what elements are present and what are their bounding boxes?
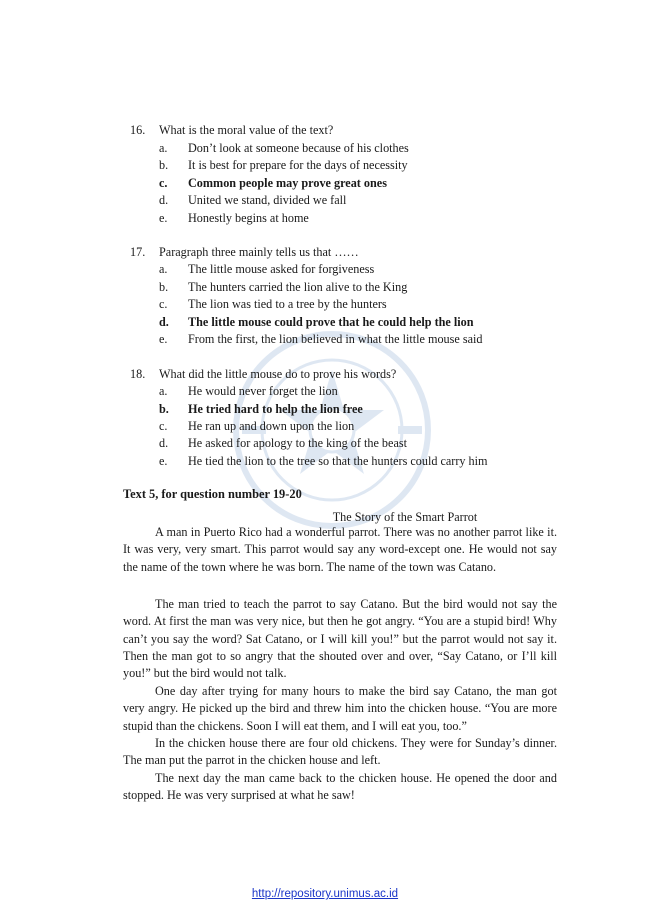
story-paragraph: One day after trying for many hours to make the bird say Catano, the man got very angry. He picked up the bird and threw him into the chicken house. “You are more stupid than the chickens. Soon I will eat them, and I will eat you, too.” [123,684,557,733]
option-text-answer: Common people may prove great ones [188,176,387,190]
option-letter: b. [159,402,169,416]
option-text: He would never forget the lion [188,384,338,398]
option-text: United we stand, divided we fall [188,193,347,207]
story-paragraph: The next day the man came back to the chicken house. He opened the door and stopped. He was very surprised at what he saw! [123,771,557,803]
option-letter: a. [159,384,168,398]
option-text: He asked for apology to the king of the beast [188,436,407,450]
question-stem: What did the little mouse do to prove his words? [159,367,397,381]
option-text: He ran up and down upon the lion [188,419,355,433]
option-text: The lion was tied to a tree by the hunters [188,297,387,311]
question-stem: Paragraph three mainly tells us that …… [159,245,359,259]
story-paragraph: In the chicken house there are four old chickens. They were for Sunday’s dinner. The man put the parrot in the chicken house and left. [123,736,557,768]
question-number: 17. [130,245,146,259]
option-letter: e. [159,332,168,346]
story-title: The Story of the Smart Parrot [332,510,478,524]
story-paragraph: A man in Puerto Rico had a wonderful parrot. There was no another parrot like it. It was very, very smart. This parrot would say any word-except one. He would not say the name of the town where he was born. The name of the town was Catano. [123,525,557,574]
repository-link[interactable]: http://repository.unimus.ac.id [251,888,399,900]
option-letter: d. [159,315,169,329]
option-text: Honestly begins at home [188,211,309,225]
option-text: Don’t look at someone because of his clothes [188,141,409,155]
footer [0,888,650,900]
section-heading: Text 5, for question number 19-20 [123,487,302,501]
question-stem: What is the moral value of the text? [159,123,334,137]
option-letter: d. [159,193,169,207]
option-letter: b. [159,280,169,294]
option-text-answer: He tried hard to help the lion free [188,402,363,416]
option-letter: c. [159,176,168,190]
story-paragraph: The man tried to teach the parrot to say Catano. But the bird would not say the word. At first the man was very nice, but then he got angry. “You are a stupid bird! Why can’t you say the word? Sat Catano, or I will kill you!” but the parrot would not say it. Then the man got to so angry that the shouted over and over, “Say Catano, or I’ll kill you!” but the bird would not talk. [123,597,557,681]
option-text-answer: The little mouse could prove that he could help the lion [188,315,474,329]
option-text: He tied the lion to the tree so that the hunters could carry him [188,454,488,468]
option-text: From the first, the lion believed in what the little mouse said [188,332,483,346]
option-letter: c. [159,419,168,433]
question-number: 16. [130,123,146,137]
option-letter: d. [159,436,169,450]
option-letter: e. [159,454,168,468]
option-letter: e. [159,211,168,225]
option-letter: c. [159,297,168,311]
option-letter: a. [159,141,168,155]
option-text: The little mouse asked for forgiveness [188,262,375,276]
option-letter: b. [159,158,169,172]
option-text: The hunters carried the lion alive to the King [188,280,408,294]
question-number: 18. [130,367,146,381]
option-text: It is best for prepare for the days of necessity [188,158,408,172]
option-letter: a. [159,262,168,276]
